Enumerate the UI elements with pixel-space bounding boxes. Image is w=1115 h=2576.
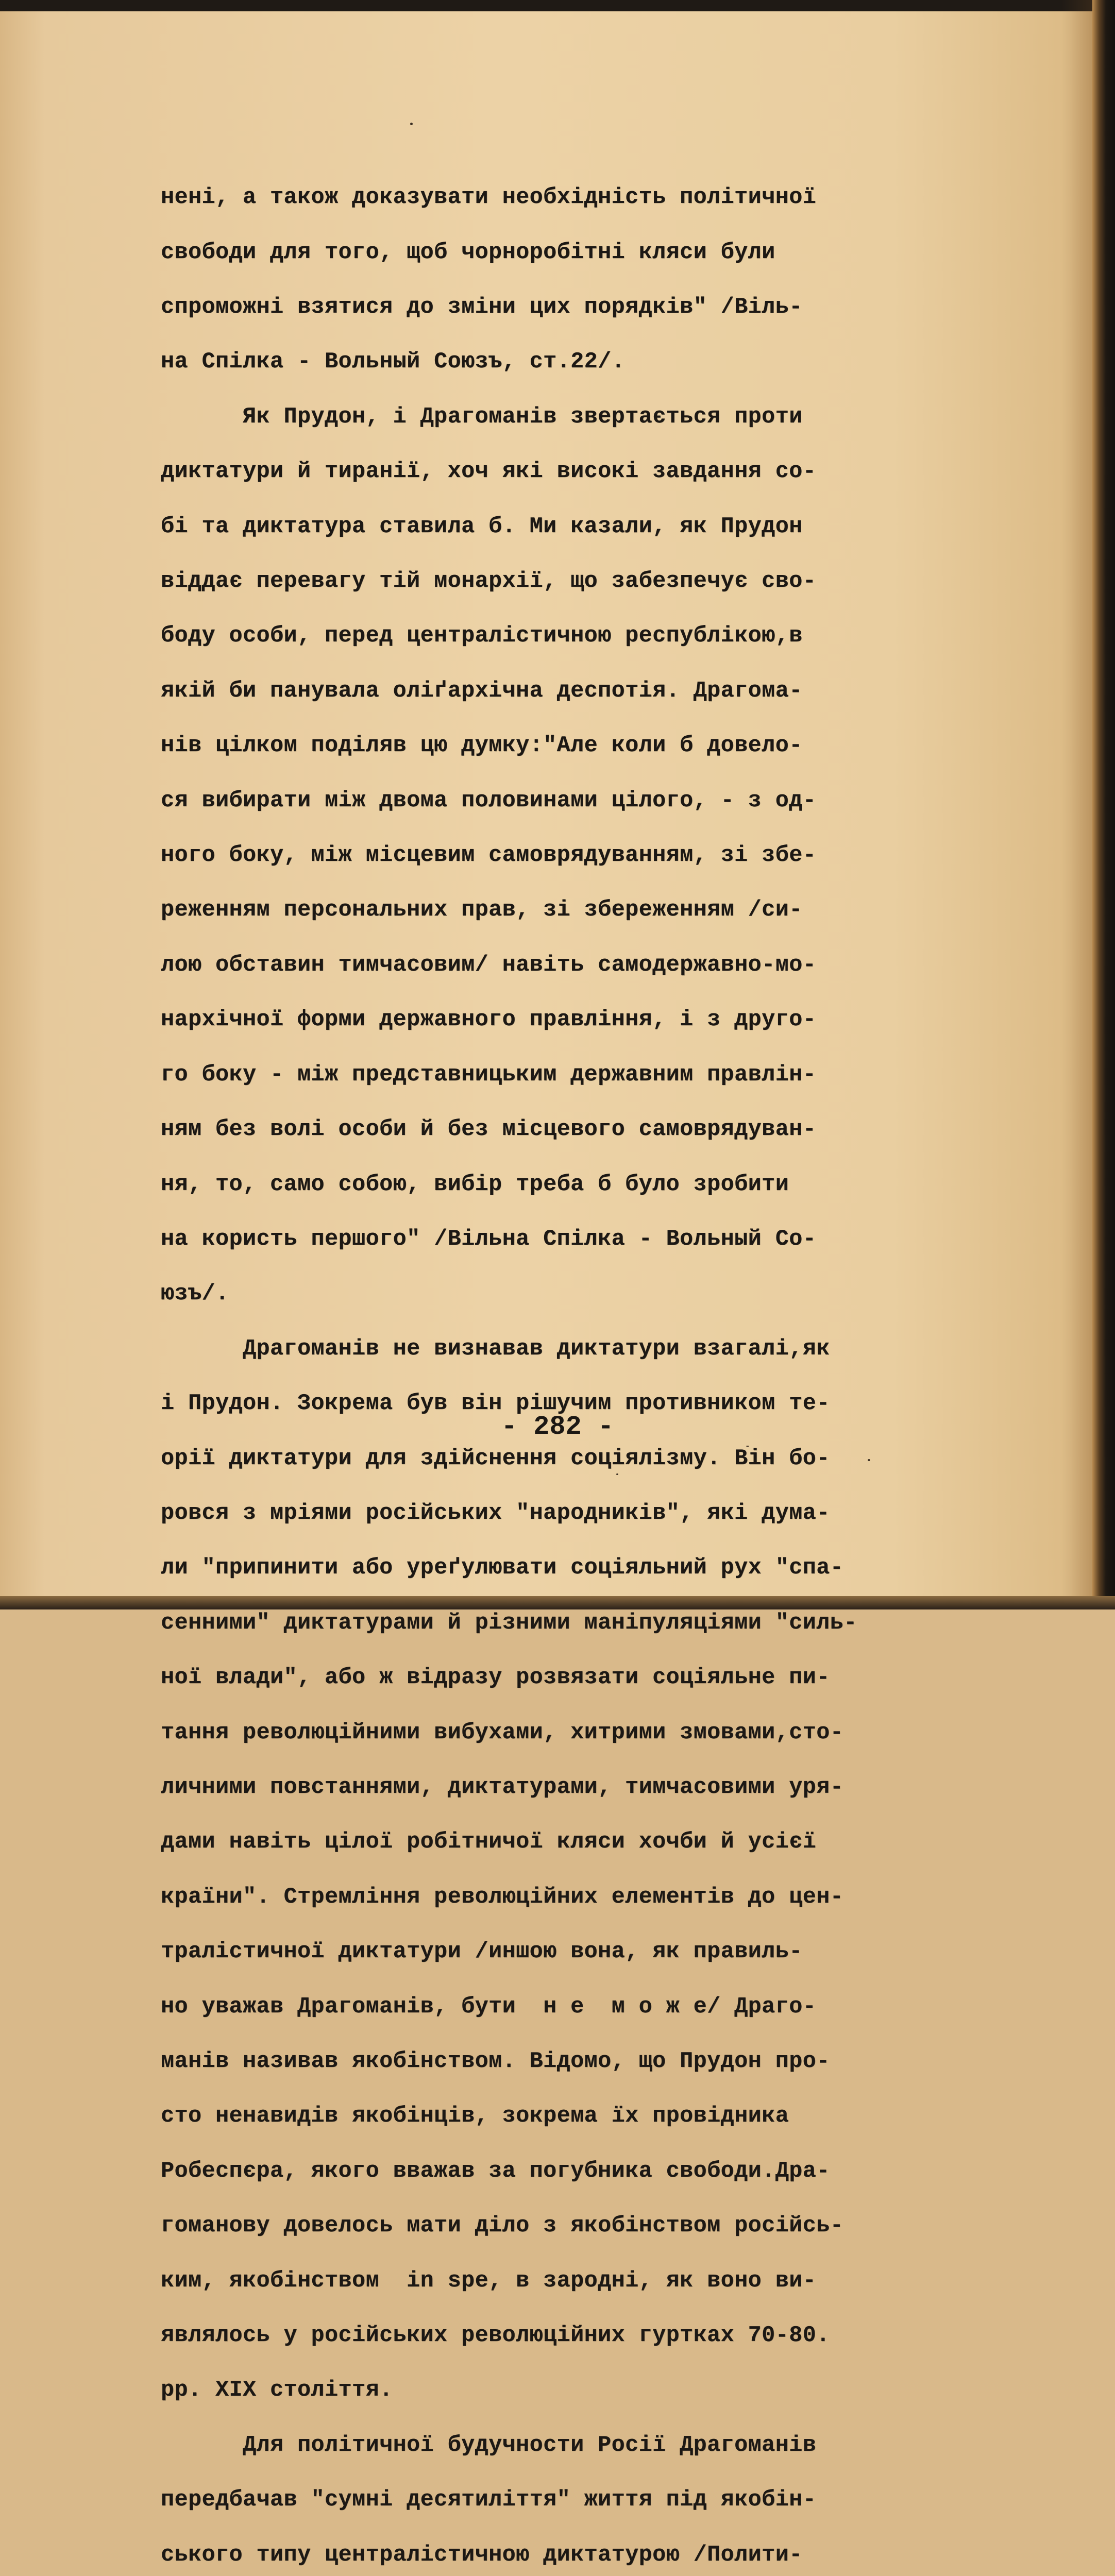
text-line: віддає перевагу тій монархії, що забезпечує сво-: [161, 569, 817, 595]
text-line: ського типу централістичною диктатурою /Полити-: [161, 2542, 803, 2568]
text-line: сто ненавидів якобінців, зокрема їх провідника: [161, 2104, 789, 2129]
scan-top-edge: [0, 0, 1115, 11]
text-line: тання революційними вибухами, хитрими змовами,сто-: [161, 1720, 844, 1745]
page-number: - 282 -: [501, 1412, 614, 1442]
text-line: диктатури й тиранії, хоч які високі завдання со-: [161, 459, 817, 485]
text-line: Для політичної будучности Росії Драгоманів: [161, 2432, 817, 2458]
text-line: личними повстаннями, диктатурами, тимчасовими уря-: [161, 1774, 844, 1800]
text-line: но уважав Драгоманів, бути н е м о ж е/ Драго-: [161, 1994, 817, 2020]
text-line: лою обставин тимчасовим/ навіть самодержавно-мо-: [161, 952, 817, 978]
body-text: [161, 157, 1006, 2576]
text-line: ного боку, між місцевим самоврядуванням, зі збе-: [161, 843, 817, 869]
text-line: ли "припинити або уреґулювати соціяльний рух "спа-: [161, 1555, 844, 1581]
text-line: юзъ/.: [161, 1281, 229, 1307]
text-line: нені, а також доказувати необхідність політичної: [161, 185, 817, 211]
text-line: реженням персональних прав, зі збереженням /си-: [161, 897, 803, 923]
text-line: передбачав "сумні десятиліття" життя під якобін-: [161, 2487, 817, 2513]
text-line: Робеспєра, якого вважав за погубника свободи.Дра-: [161, 2158, 830, 2184]
text-line: дами навіть цілої робітничої кляси хочби й усієї: [161, 1829, 817, 1855]
text-line: бі та диктатура ставила б. Ми казали, як Прудон: [161, 514, 803, 539]
text-line: сенними" диктатурами й різними маніпуляціями "силь-: [161, 1610, 857, 1636]
text-line: свободи для того, щоб чорноробітні кляси були: [161, 240, 775, 265]
text-line: являлось у російських революційних гуртках 70-80.: [161, 2323, 830, 2349]
text-line: Як Прудон, і Драгоманів звертається проти: [161, 404, 803, 430]
text-line: тралістичної диктатури /иншою вона, як правиль-: [161, 1939, 803, 1965]
text-line: спроможні взятися до зміни цих порядків" /Віль-: [161, 295, 803, 320]
text-line: на користь першого" /Вільна Спілка - Вольный Со-: [161, 1226, 817, 1252]
text-line: го боку - між представницьким державним правлін-: [161, 1062, 817, 1088]
text-line: ної влади", або ж відразу розвязати соціяльне пи-: [161, 1665, 830, 1691]
text-line: на Спілка - Вольный Союзъ, ст.22/.: [161, 349, 626, 375]
text-line: ням без волі особи й без місцевого самоврядуван-: [161, 1117, 817, 1143]
text-line: нархічної форми державного правління, і з друго-: [161, 1007, 817, 1033]
text-line: ня, то, само собою, вибір треба б було зробити: [161, 1172, 789, 1197]
text-line: якій би панувала оліґархічна деспотія. Драгома-: [161, 678, 803, 704]
scan-right-edge: [1092, 0, 1115, 1609]
page-fold-shadow: [1061, 0, 1092, 1609]
text-line: нів цілком поділяв цю думку:"Але коли б довело-: [161, 733, 803, 759]
text-line: орії диктатури для здійснення соціялізму. Він бо-: [161, 1446, 830, 1471]
text-line: манів називав якобінством. Відомо, що Прудон про-: [161, 2049, 830, 2075]
text-line: ся вибирати між двома половинами цілого, - з од-: [161, 788, 817, 814]
text-line: Драгоманів не визнавав диктатури взагалі,як: [161, 1336, 830, 1362]
text-line: ким, якобінством in spe, в зародні, як воно ви-: [161, 2268, 817, 2294]
text-line: гоманову довелось мати діло з якобінством російсь-: [161, 2213, 844, 2239]
text-line: країни". Стремління революційних елементів до цен-: [161, 1884, 844, 1910]
text-line: ровся з мріями російських "народників", які дума-: [161, 1500, 830, 1526]
text-line: рр. XIX століття.: [161, 2378, 393, 2403]
text-line: боду особи, перед централістичною республікою,в: [161, 623, 803, 649]
text-line: і Прудон. Зокрема був він рішучим противником те-: [161, 1391, 830, 1417]
ink-speck: [410, 123, 413, 125]
